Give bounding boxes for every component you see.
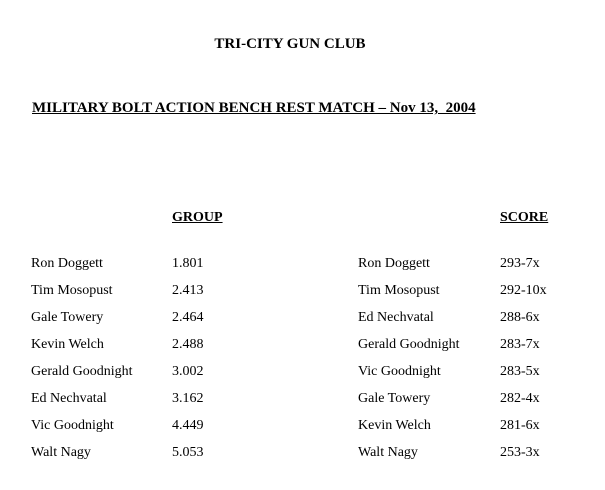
score-value: 288-6x: [500, 310, 540, 325]
score-name: Tim Mosopust: [358, 283, 440, 298]
score-value: 293-7x: [500, 256, 540, 271]
group-name: Ron Doggett: [31, 256, 103, 271]
score-value: 253-3x: [500, 445, 540, 460]
group-name: Ed Nechvatal: [31, 391, 107, 406]
group-name: Gerald Goodnight: [31, 364, 133, 379]
score-name: Ed Nechvatal: [358, 310, 434, 325]
group-name: Gale Towery: [31, 310, 104, 325]
club-title: TRI-CITY GUN CLUB: [214, 36, 366, 52]
group-name: Tim Mosopust: [31, 283, 113, 298]
score-value: 281-6x: [500, 418, 540, 433]
group-value: 2.488: [172, 337, 204, 352]
match-title: MILITARY BOLT ACTION BENCH REST MATCH – Nov 13, 2004: [32, 100, 476, 116]
score-value: 292-10x: [500, 283, 547, 298]
score-values-column: [500, 256, 547, 472]
score-value: 283-5x: [500, 364, 540, 379]
group-name: Vic Goodnight: [31, 418, 114, 433]
score-name: Vic Goodnight: [358, 364, 441, 379]
score-name: Ron Doggett: [358, 256, 430, 271]
group-value: 5.053: [172, 445, 204, 460]
group-names-column: [31, 256, 132, 472]
group-name: Kevin Welch: [31, 337, 104, 352]
group-value: 2.464: [172, 310, 204, 325]
group-column-header: GROUP: [172, 210, 223, 225]
group-values-column: [172, 256, 204, 472]
score-name: Kevin Welch: [358, 418, 431, 433]
group-value: 4.449: [172, 418, 204, 433]
score-name: Walt Nagy: [358, 445, 418, 460]
score-value: 282-4x: [500, 391, 540, 406]
score-column-header: SCORE: [500, 210, 549, 225]
group-value: 2.413: [172, 283, 204, 298]
group-value: 3.002: [172, 364, 204, 379]
group-value: 1.801: [172, 256, 204, 271]
score-name: Gerald Goodnight: [358, 337, 460, 352]
score-name: Gale Towery: [358, 391, 431, 406]
score-value: 283-7x: [500, 337, 540, 352]
score-names-column: [358, 256, 459, 472]
group-name: Walt Nagy: [31, 445, 91, 460]
group-value: 3.162: [172, 391, 204, 406]
